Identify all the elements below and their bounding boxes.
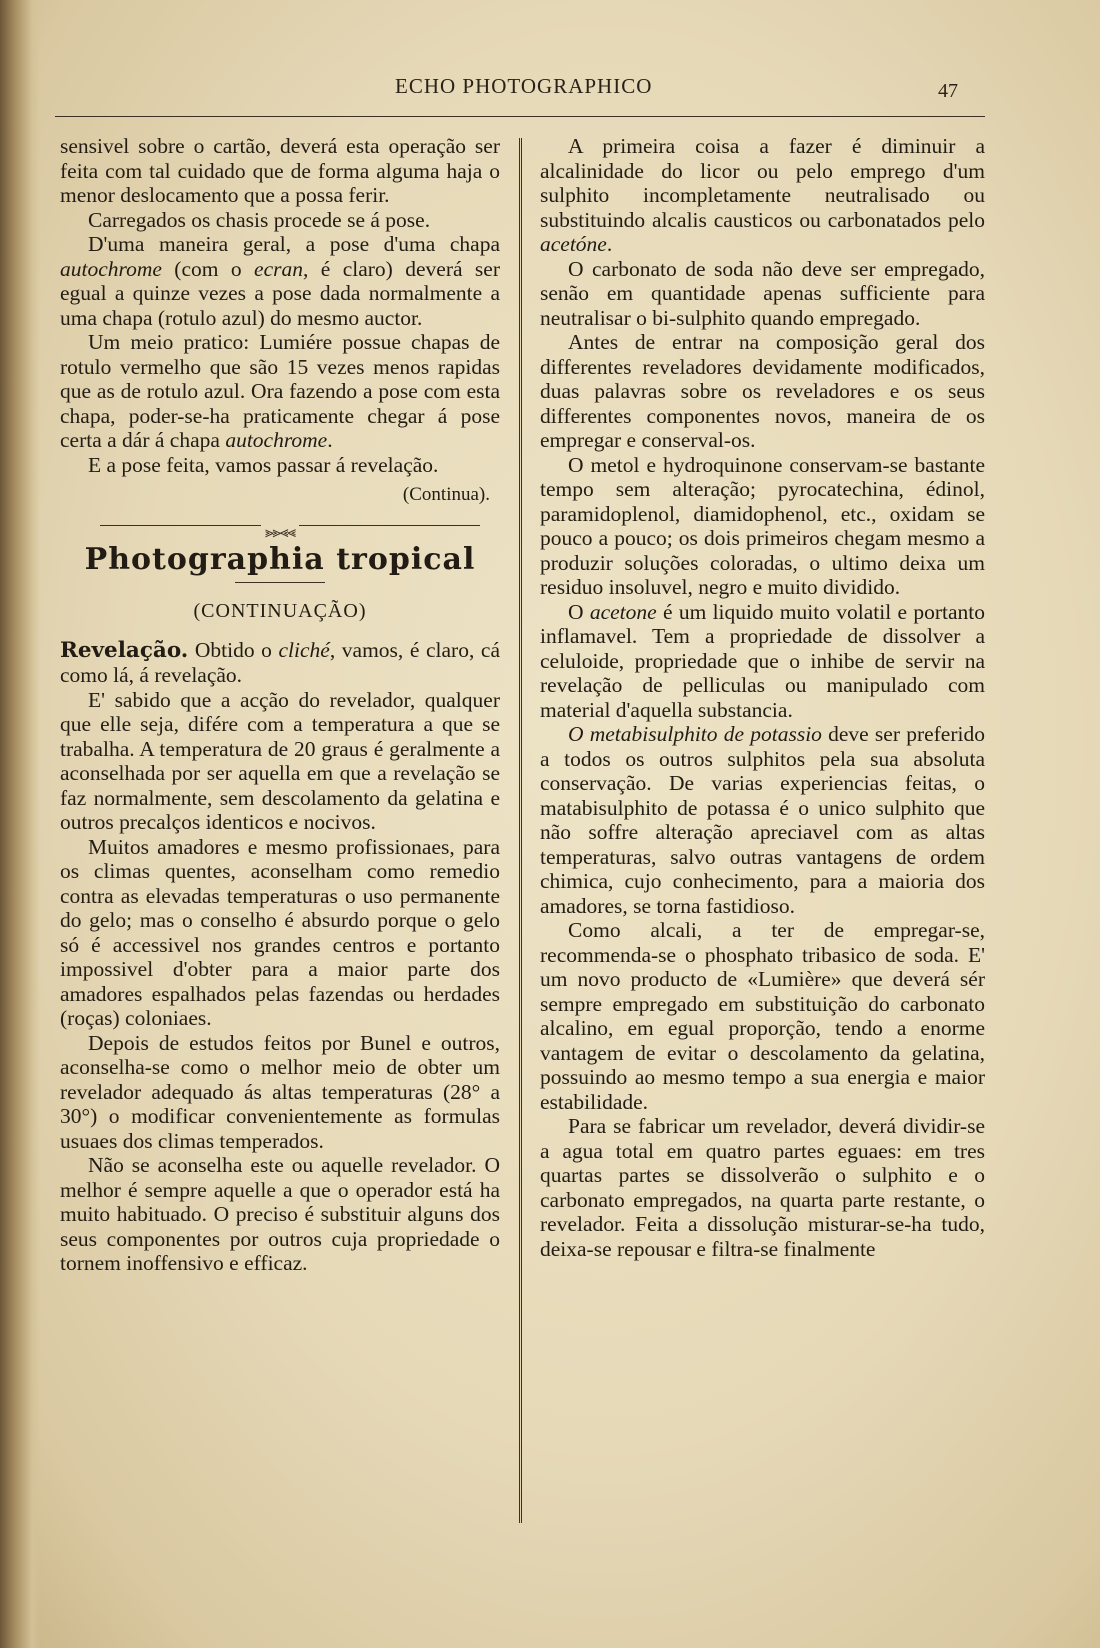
paragraph: O carbonato de soda não deve ser empregado, senão em quantidade apenas sufficiente para neutralisar o bi-sulphito quando empregado. xyxy=(540,256,985,330)
paragraph: O metol e hydroquinone conservam-se bastante tempo sem alteração; pyrocatechina, édinol, paramidoplenol, diamidophenol, etc., oxidam se pouco a pouco; os dois primeiros chegam mesmo a produzir soluções coloradas, o ultimo deixa um residuo insoluvel, negro e muito dividido. xyxy=(540,452,985,599)
paragraph: E a pose feita, vamos passar á revelação. xyxy=(88,452,439,477)
paragraph: O acetone é um liquido muito volatil e portanto inflamavel. Tem a propriedade de dissolver a celuloide, propriedade que o inhibe de servir na revelação de pelliculas ou manipulado com material d'aquella substancia. xyxy=(540,599,985,722)
run-in-heading: Revelação. xyxy=(60,637,189,663)
left-column xyxy=(60,134,500,1276)
paragraph: Um meio pratico: Lumiére possue chapas de rotulo vermelho que são 15 vezes menos rapidas que as de rotulo azul. Ora fazendo a pose com esta chapa, poder-se-ha praticamente chegar á pose certa a dár á chapa autochrome. xyxy=(60,330,500,452)
page-number: 47 xyxy=(938,80,958,102)
paragraph: Revelação. Obtido o cliché, vamos, é claro, cá como lá, á revelação. xyxy=(60,637,500,687)
paragraph: Antes de entrar na composição geral dos differentes reveladores devidamente modificados, duas palavras sobre os reveladores e os seus differentes componentes novos, maneira de os empregar e conserval-os. xyxy=(540,330,985,452)
paragraph: Não se aconselha este ou aquelle revelador. O melhor é sempre aquelle a que o operador está ha muito habituado. O preciso é substituir alguns dos seus componentes por outros cuja propriedade o tornem inoffensivo e efficaz. xyxy=(60,1153,500,1275)
paragraph: Para se fabricar um revelador, deverá dividir-se a agua total em quatro partes eguaes: em tres quartas partes se dissolverão o sulphito e o carbonato empregados, na quarta parte restante, o revelador. Feita a dissolução misturar-se-ha tudo, deixa-se repousar e filtra-se finalmente xyxy=(540,1114,985,1261)
paragraph: sensivel sobre o cartão, deverá esta operação ser feita com tal cuidado que de forma alguma haja o menor deslocamento que a possa ferir. xyxy=(60,134,500,207)
book-spine-shadow xyxy=(0,0,40,1648)
paragraph: O metabisulphito de potassio deve ser preferido a todos os outros sulphitos pela sua absoluta conservação. De varias experiencias feitas, o matabisulphito de potassa é o unico sulphito que não soffre alteração apreciavel com as altas temperaturas, salvo outras vantagens de ordem chimica, cujo conhecimento, para a maioria dos amadores, se torna fastidioso. xyxy=(540,722,985,918)
paragraph: D'uma maneira geral, a pose d'uma chapa autochrome (com o ecran, é claro) deverá ser egual a quinze vezes a pose dada normalmente a uma chapa (rotulo azul) do mesmo auctor. xyxy=(60,232,500,330)
continua-note: (Continua). xyxy=(402,484,490,505)
header-rule xyxy=(55,116,985,117)
page-header xyxy=(0,74,1100,104)
paragraph: Depois de estudos feitos por Bunel e outros, aconselha-se como o melhor meio de obter um revelador adequado ás altas temperaturas (28° a 30°) o modificar convenientemente as formulas usuaes dos climas temperados. xyxy=(60,1030,500,1153)
right-column xyxy=(540,134,985,1261)
ornamental-divider xyxy=(60,518,500,541)
paragraph: A primeira coisa a fazer é diminuir a alcalinidade do licor ou pelo emprego d'um sulphito incompletamente neutralisado ou substituindo alcalis causticos ou carbonatados pelo acetóne. xyxy=(540,134,985,256)
section-subtitle: (CONTINUAÇÃO) xyxy=(193,600,367,622)
paragraph: Muitos amadores e mesmo profissionaes, para os climas quentes, aconselham como remedio contra as elevadas temperaturas o uso permanente do gelo; mas o conselho é absurdo porque o gelo só é accessivel nos grandes centros e portanto impossivel d'obter para a maior parte dos amadores espalhados pelas fazendas ou herdades (roças) coloniaes. xyxy=(60,834,500,1030)
paragraph: Carregados os chasis procede se á pose. xyxy=(88,207,431,232)
paragraph: E' sabido que a acção do revelador, qualquer que elle seja, difére com a temperatura a que se trabalha. A temperatura de 20 graus é geralmente a aconselhada por ser aquella em que a revelação se faz normalmente, sem descolamento da gelatina e outros precalços identicos e nocivos. xyxy=(60,687,500,834)
section-title: Photographia tropical xyxy=(84,541,476,577)
ornament-glyph: ⪢⪢⪡⪡ xyxy=(261,525,299,541)
title-rule xyxy=(235,582,325,583)
column-divider xyxy=(519,138,522,1523)
running-title: ECHO PHOTOGRAPHICO xyxy=(395,74,653,98)
paragraph: Como alcali, a ter de empregar-se, recommenda-se o phosphato tribasico de soda. E' um novo producto de «Lumière» que deverá sér sempre empregado em substituição do carbonato alcalino, em egual proporção, tendo a enorme vantagem de evitar o descolamento da gelatina, possuindo ao mesmo tempo a sua energia e maior estabilidade. xyxy=(540,918,985,1114)
